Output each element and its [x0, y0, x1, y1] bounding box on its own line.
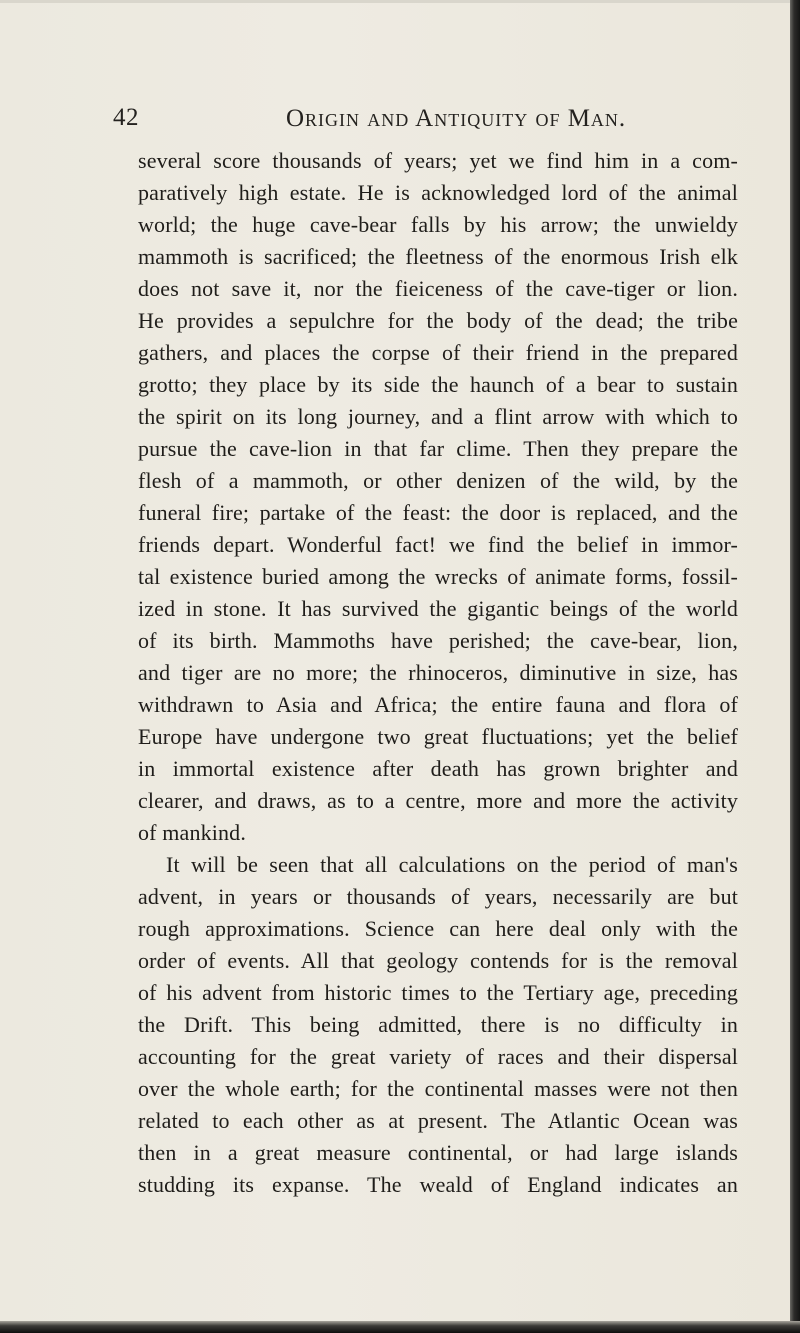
text-line: advent, in years or thousands of years, necessarily are but: [138, 884, 738, 909]
text-line: accounting for the great variety of races and their dispersal: [138, 1044, 738, 1069]
text-line: funeral fire; partake of the feast: the door is replaced, and the: [138, 500, 738, 525]
text-line: world; the huge cave-bear falls by his arrow; the unwieldy: [138, 212, 738, 237]
text-line: pursue the cave-lion in that far clime. Then they prepare the: [138, 436, 738, 461]
running-title: Origin and Antiquity of Man.: [286, 105, 627, 132]
page-bottom-edge: [0, 1321, 800, 1333]
text-line: the Drift. This being admitted, there is no difficulty in: [138, 1012, 738, 1037]
text-line: and tiger are no more; the rhinoceros, diminutive in size, has: [138, 660, 738, 685]
text-line: the spirit on its long journey, and a flint arrow with which to: [138, 404, 738, 429]
text-line: order of events. All that geology contends for is the removal: [138, 948, 738, 973]
page-top-edge: [0, 0, 800, 3]
text-line: clearer, and draws, as to a centre, more and more the activity: [138, 788, 738, 813]
text-line: tal existence buried among the wrecks of animate forms, fossil-: [138, 564, 738, 589]
text-line: studding its expanse. The weald of England indicates an: [138, 1172, 738, 1197]
paragraph-start-line: It will be seen that all calculations on the period of man's: [166, 852, 738, 877]
text-line: friends depart. Wonderful fact! we find the belief in immor-: [138, 532, 738, 557]
body-text: [138, 145, 738, 1201]
text-line: of his advent from historic times to the Tertiary age, preceding: [138, 980, 738, 1005]
text-line: grotto; they place by its side the haunch of a bear to sustain: [138, 372, 738, 397]
text-line: mammoth is sacrificed; the fleetness of the enormous Irish elk: [138, 244, 738, 269]
text-line: ized in stone. It has survived the gigantic beings of the world: [138, 596, 738, 621]
text-line: in immortal existence after death has grown brighter and: [138, 756, 738, 781]
text-line: paratively high estate. He is acknowledged lord of the animal: [138, 180, 738, 205]
text-line: related to each other as at present. The Atlantic Ocean was: [138, 1108, 738, 1133]
text-line: over the whole earth; for the continental masses were not then: [138, 1076, 738, 1101]
text-line: several score thousands of years; yet we find him in a com-: [138, 148, 738, 173]
text-line: does not save it, nor the fieiceness of the cave-tiger or lion.: [138, 276, 738, 301]
text-line: then in a great measure continental, or had large islands: [138, 1140, 738, 1165]
text-line: gathers, and places the corpse of their friend in the prepared: [138, 340, 738, 365]
page-number: 42: [113, 104, 139, 131]
text-line: He provides a sepulchre for the body of the dead; the tribe: [138, 308, 738, 333]
text-line: flesh of a mammoth, or other denizen of the wild, by the: [138, 468, 738, 493]
paragraph-end-line: of mankind.: [138, 820, 246, 845]
text-line: rough approximations. Science can here deal only with the: [138, 916, 738, 941]
text-line: Europe have undergone two great fluctuations; yet the belief: [138, 724, 738, 749]
text-line: withdrawn to Asia and Africa; the entire fauna and flora of: [138, 692, 738, 717]
text-line: of its birth. Mammoths have perished; the cave-bear, lion,: [138, 628, 738, 653]
book-spine-edge: [790, 0, 800, 1333]
